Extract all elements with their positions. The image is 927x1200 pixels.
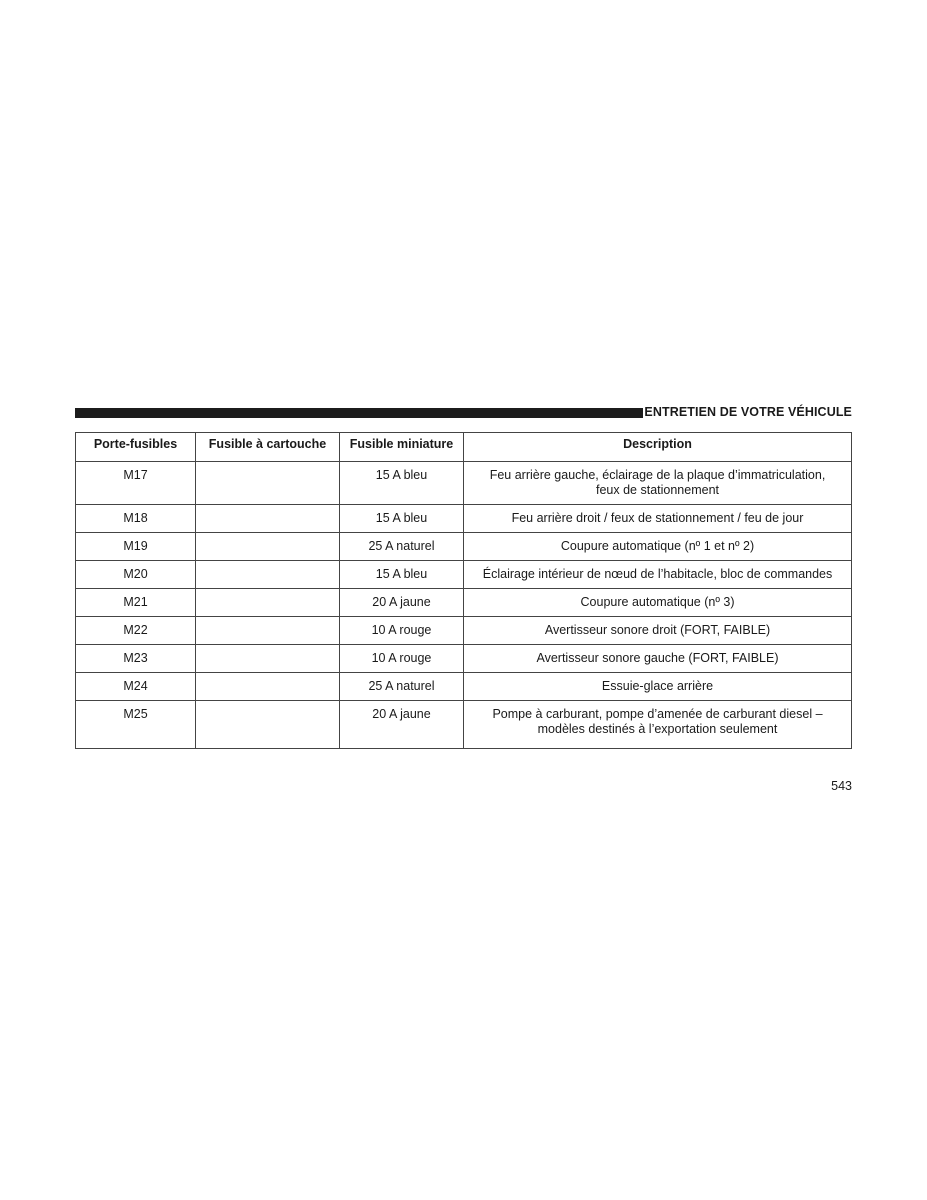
cell-mini: 10 A rouge: [340, 645, 464, 673]
table-row: [76, 462, 852, 505]
cell-cartridge: [196, 462, 340, 505]
table-row: [76, 673, 852, 701]
table-row: [76, 617, 852, 645]
cell-description: [464, 561, 852, 589]
page-number: 543: [831, 779, 852, 793]
cell-description: [464, 617, 852, 645]
cell-mini: 15 A bleu: [340, 462, 464, 505]
column-header-description: Description: [464, 433, 852, 462]
description-line: Coupure automatique (nº 3): [580, 595, 735, 609]
cell-description: [464, 589, 852, 617]
cell-mini: 15 A bleu: [340, 561, 464, 589]
cell-holder: M19: [76, 533, 196, 561]
description-line: Pompe à carburant, pompe d’amenée de carburant diesel –: [492, 707, 823, 721]
table-row: [76, 561, 852, 589]
cell-cartridge: [196, 673, 340, 701]
cell-mini: 20 A jaune: [340, 589, 464, 617]
cell-holder: M17: [76, 462, 196, 505]
table-header-row: [76, 433, 852, 462]
description-line: Feu arrière droit / feux de stationnement / feu de jour: [511, 511, 804, 525]
cell-mini: 10 A rouge: [340, 617, 464, 645]
cell-cartridge: [196, 645, 340, 673]
cell-holder: M24: [76, 673, 196, 701]
section-title: ENTRETIEN DE VOTRE VÉHICULE: [644, 405, 852, 419]
cell-cartridge: [196, 589, 340, 617]
cell-holder: M22: [76, 617, 196, 645]
cell-cartridge: [196, 701, 340, 749]
cell-description: [464, 673, 852, 701]
fuse-table: [75, 432, 852, 749]
header-rule: [75, 408, 643, 418]
cell-description: [464, 533, 852, 561]
cell-description: [464, 505, 852, 533]
table-row: [76, 533, 852, 561]
table-row: [76, 645, 852, 673]
description-line: modèles destinés à l’exportation seulement: [537, 722, 778, 736]
cell-holder: M21: [76, 589, 196, 617]
cell-holder: M18: [76, 505, 196, 533]
cell-cartridge: [196, 533, 340, 561]
cell-holder: M23: [76, 645, 196, 673]
column-header-fuse-holder: Porte-fusibles: [76, 433, 196, 462]
description-line: Essuie-glace arrière: [601, 679, 714, 693]
cell-mini: 25 A naturel: [340, 533, 464, 561]
cell-description: [464, 645, 852, 673]
table-row: [76, 701, 852, 749]
description-line: Avertisseur sonore droit (FORT, FAIBLE): [544, 623, 771, 637]
cell-mini: 25 A naturel: [340, 673, 464, 701]
cell-description: [464, 462, 852, 505]
description-line: feux de stationnement: [596, 483, 719, 497]
cell-holder: M25: [76, 701, 196, 749]
cell-holder: M20: [76, 561, 196, 589]
table-row: [76, 505, 852, 533]
description-line: Avertisseur sonore gauche (FORT, FAIBLE): [536, 651, 779, 665]
table-row: [76, 589, 852, 617]
cell-cartridge: [196, 561, 340, 589]
description-line: Coupure automatique (nº 1 et nº 2): [560, 539, 755, 553]
cell-mini: 20 A jaune: [340, 701, 464, 749]
cell-mini: 15 A bleu: [340, 505, 464, 533]
cell-cartridge: [196, 617, 340, 645]
column-header-cartridge-fuse: Fusible à cartouche: [196, 433, 340, 462]
cell-cartridge: [196, 505, 340, 533]
column-header-mini-fuse: Fusible miniature: [340, 433, 464, 462]
description-line: Éclairage intérieur de nœud de l’habitacle, bloc de commandes: [482, 567, 833, 581]
cell-description: [464, 701, 852, 749]
description-line: Feu arrière gauche, éclairage de la plaque d’immatriculation,: [489, 468, 826, 482]
